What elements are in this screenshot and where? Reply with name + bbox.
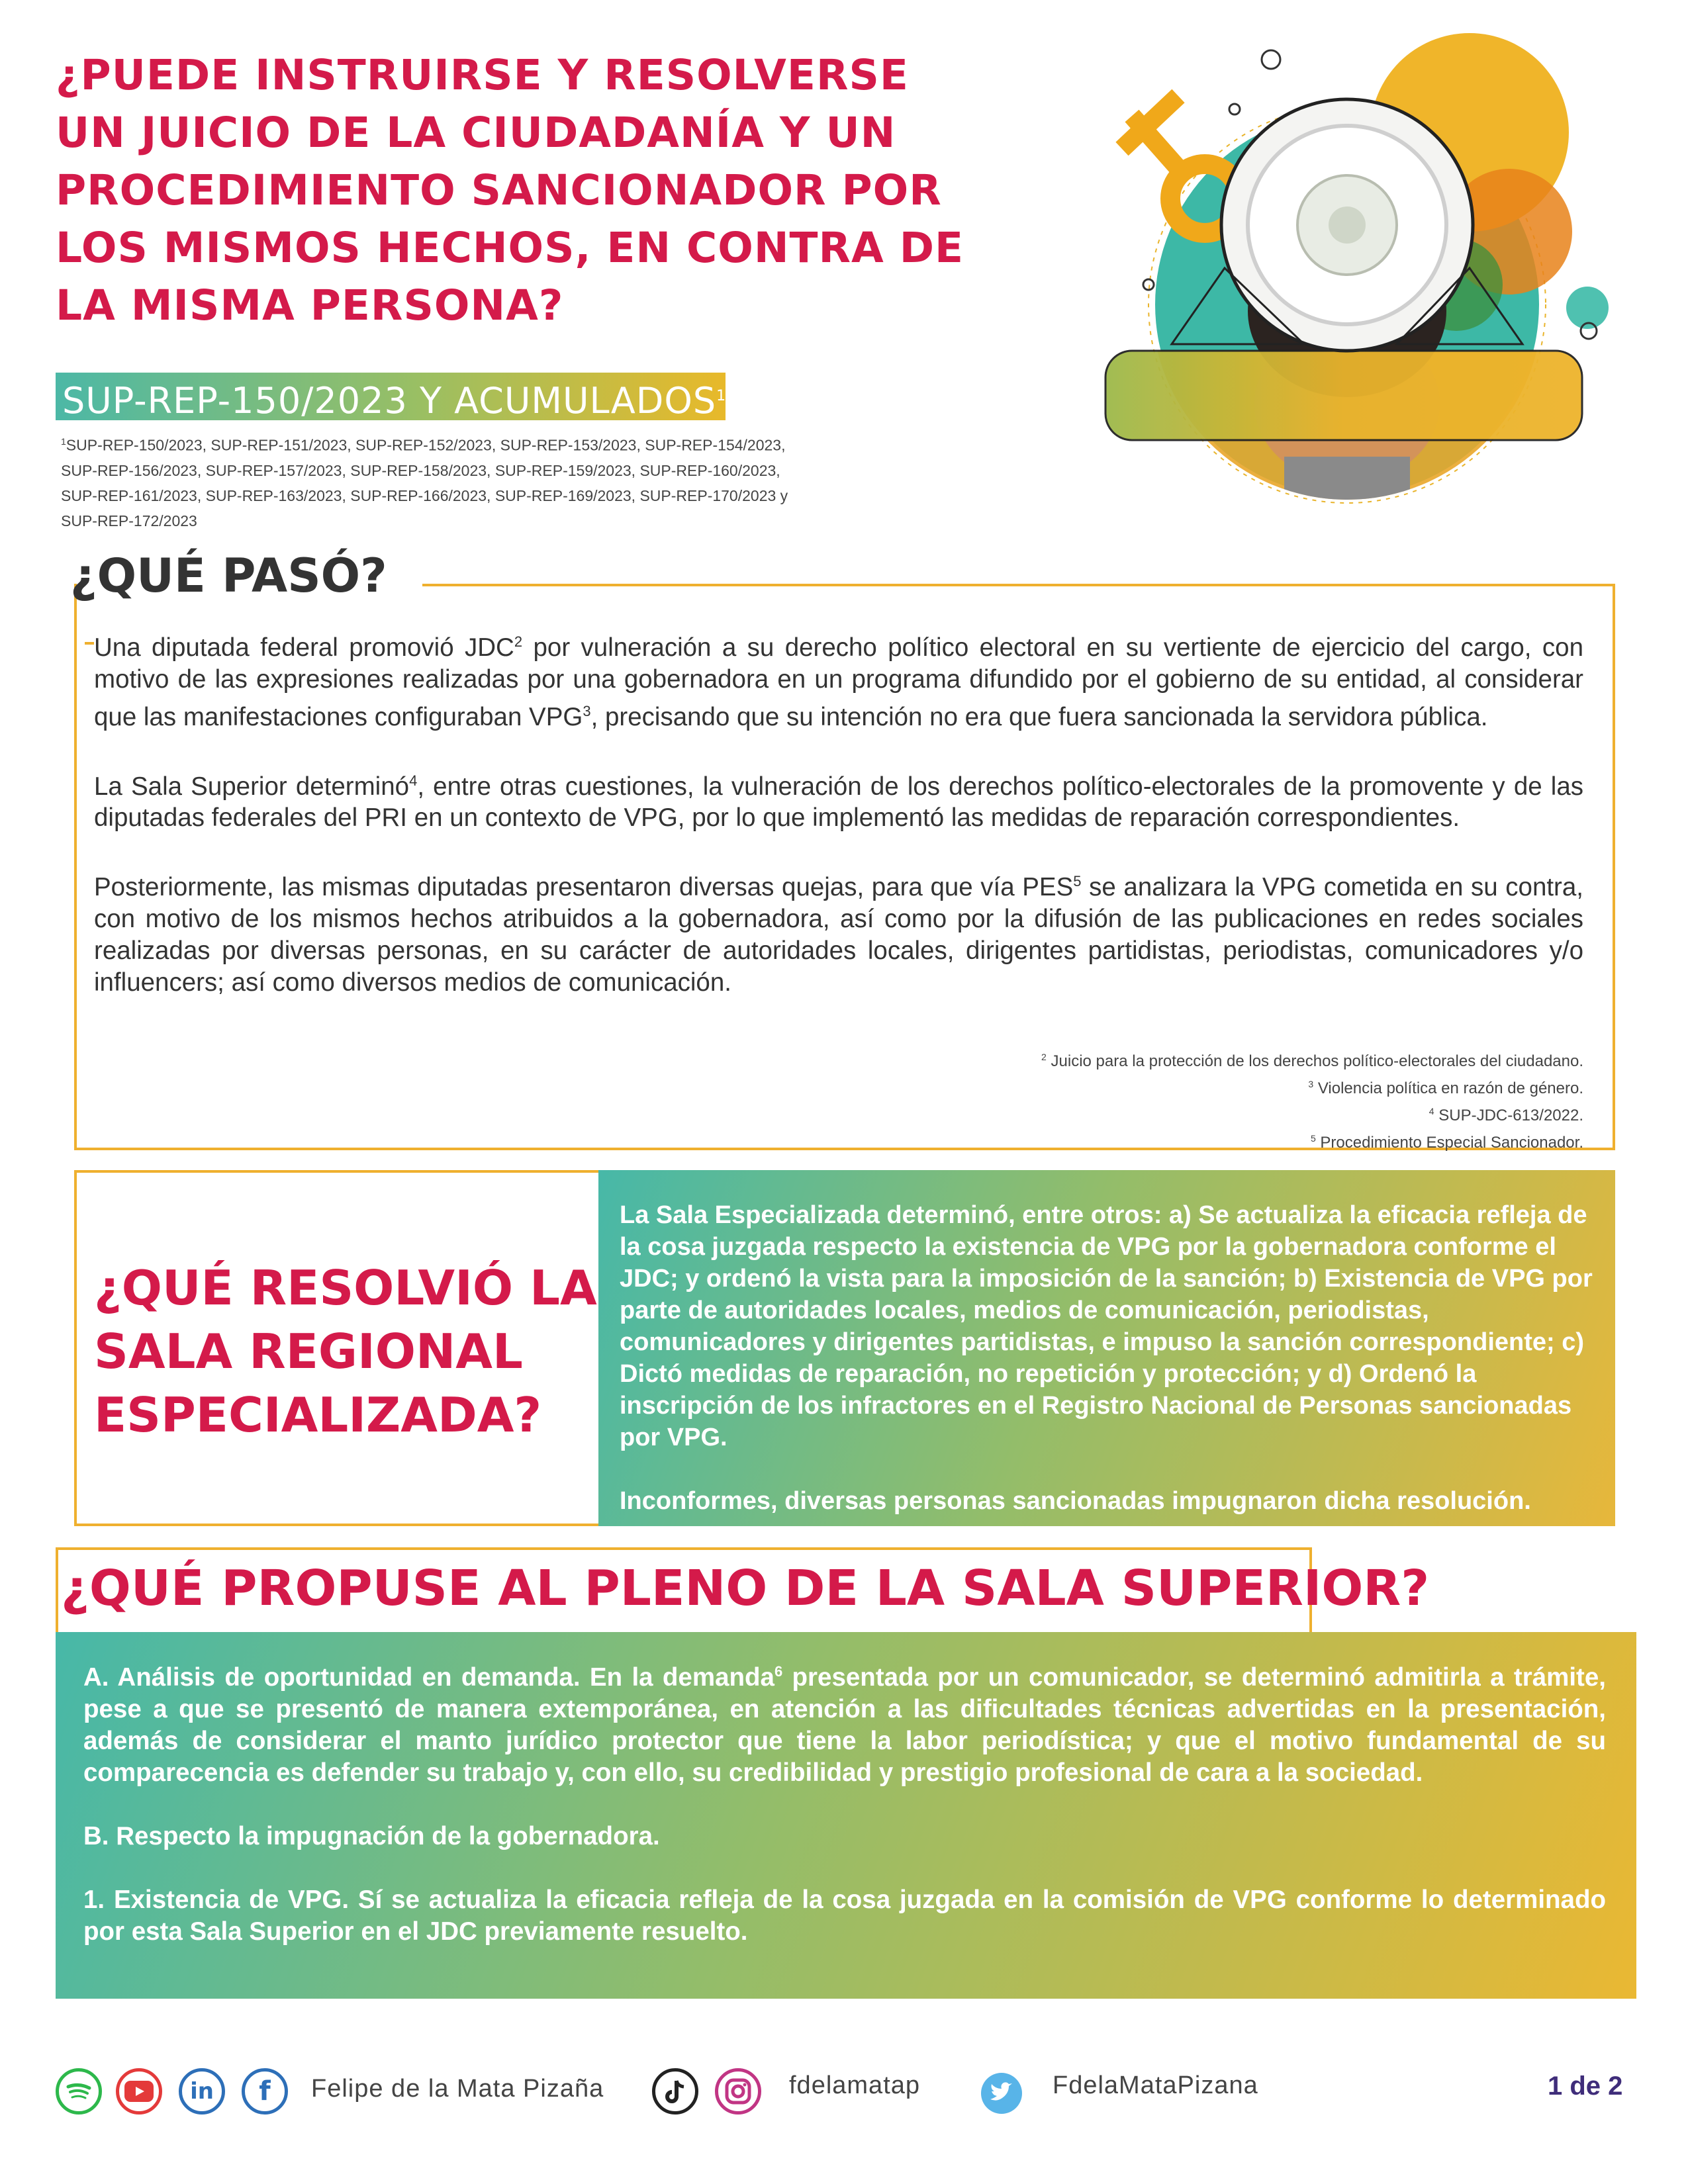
youtube-icon[interactable] bbox=[116, 2068, 162, 2115]
que-paso-divider bbox=[422, 584, 1615, 586]
text-run: A. Análisis de oportunidad en demanda. En la demanda bbox=[83, 1662, 774, 1692]
footnote-mark: 6 bbox=[774, 1663, 783, 1680]
resolvio-paragraph: La Sala Especializada determinó, entre otros: a) Se actualiza la eficacia refleja de la cosa juzgada respecto la existencia de VPG por la gobernadora conforme el JDC; y ordenó la vista para la imposición de la sanción; b) Existencia de VPG por parte de autoridades locales, medios de comunicación, periodistas, comunicadores y dirigentes partidistas, e impuso la sanción correspondiente; c) Dictó medidas de reparación, no repetición y protección; y d) Ordenó la inscripción de los infractores en el Registro Nacional de Personas sancionadas por VPG. bbox=[620, 1201, 1593, 1451]
text-run: , precisando que su intención no era que fuera sancionada la servidora pública. bbox=[590, 702, 1488, 731]
footnote bbox=[728, 1046, 1583, 1073]
propuse-paragraph: B. Respecto la impugnación de la gobernadora. bbox=[83, 1821, 660, 1850]
resolvio-body bbox=[620, 1199, 1606, 1549]
que-paso-title: ¿QUÉ PASÓ? bbox=[70, 549, 387, 603]
case-number-banner bbox=[56, 373, 726, 420]
footnote-mark: 3 bbox=[583, 702, 591, 719]
spotify-icon[interactable] bbox=[56, 2068, 102, 2115]
que-paso-paragraph bbox=[94, 866, 1583, 999]
linkedin-icon[interactable]: in bbox=[179, 2068, 225, 2115]
footnote-mark: 2 bbox=[1041, 1052, 1047, 1062]
propuse-paragraph bbox=[83, 1656, 1606, 1789]
instagram-icon[interactable] bbox=[715, 2068, 761, 2115]
page-title: ¿PUEDE INSTRUIRSE Y RESOLVERSE UN JUICIO DE LA CIUDADANÍA Y UN PROCEDIMIENTO SANCIONADOR POR LOS MISMOS HECHOS, EN CONTRA DE LA MISMA PERSONA? bbox=[56, 51, 964, 330]
propuse-paragraph: 1. Existencia de VPG. Sí se actualiza la eficacia refleja de la cosa juzgada en la comisión de VPG conforme lo determinado por esta Sala Superior en el JDC previamente resuelto. bbox=[83, 1885, 1606, 1946]
text-run: Posteriormente, las mismas diputadas presentaron diversas quejas, para que vía PES bbox=[94, 873, 1074, 902]
propuse-body bbox=[83, 1656, 1606, 1979]
facebook-icon[interactable]: f bbox=[242, 2068, 288, 2115]
footnote-mark: 4 bbox=[1429, 1106, 1434, 1116]
twitter-icon[interactable] bbox=[980, 2071, 1023, 2115]
text-run: La Sala Superior determinó bbox=[94, 772, 410, 801]
text-run: presentada por un comunicador, se determinó admitirla a trámite, pese a que se presentó de manera extemporánea, en atención a las dificultades técnicas advertidas en la presentación, además de considerar el manto jurídico protector que tiene la labor periodística; y que el motivo fundamental de su comparecencia es defender su trabajo y, con ello, su credibilidad y prestigio profesional de cara a la sociedad. bbox=[83, 1662, 1606, 1787]
footnote-text: Juicio para la protección de los derechos político-electorales del ciudadano. bbox=[1051, 1052, 1583, 1070]
page-number: 1 de 2 bbox=[1548, 2071, 1623, 2101]
megaphone-woman-illustration bbox=[1086, 33, 1628, 523]
text-run: se analizara la VPG cometida en su contra, con motivo de los mismos hechos atribuidos a la gobernadora, así como por la difusión de las publicaciones en redes sociales realizadas por diversas personas, en su carácter de autoridades locales, dirigentes partidistas, periodistas, comunicadores y/o influencers; así como diversos medios de comunicación. bbox=[94, 873, 1583, 997]
footnote-mark: 2 bbox=[514, 633, 523, 650]
case-number: SUP-REP-150/2023 Y ACUMULADOS bbox=[62, 380, 717, 422]
case-footnote-mark: 1 bbox=[716, 388, 727, 404]
tiktok-icon[interactable] bbox=[652, 2068, 698, 2115]
tiktok-instagram-handle[interactable]: fdelamatap bbox=[789, 2071, 921, 2099]
accumulated-cases-note bbox=[61, 429, 802, 533]
footnote-mark: 5 bbox=[1310, 1133, 1316, 1144]
resolvio-title: ¿QUÉ RESOLVIÓ LA SALA REGIONAL ESPECIALIZADA? bbox=[94, 1260, 597, 1443]
footer-name: Felipe de la Mata Pizaña bbox=[311, 2075, 604, 2103]
twitter-handle[interactable]: FdelaMataPizana bbox=[1053, 2071, 1258, 2099]
que-paso-paragraph bbox=[94, 765, 1583, 835]
footnote-text: SUP-JDC-613/2022. bbox=[1438, 1107, 1583, 1124]
footnote bbox=[728, 1100, 1583, 1127]
que-paso-body bbox=[94, 626, 1583, 1030]
footnote-mark: 4 bbox=[409, 772, 418, 789]
que-paso-tick bbox=[85, 642, 94, 645]
footnote-mark: 5 bbox=[1073, 873, 1082, 890]
resolvio-paragraph: Inconformes, diversas personas sancionadas impugnaron dicha resolución. bbox=[620, 1487, 1531, 1515]
footnotes bbox=[728, 1046, 1583, 1154]
text-run: , entre otras cuestiones, la vulneración de los derechos político-electorales de la promovente y de las diputadas federales del PRI en un contexto de VPG, por lo que implementó las medidas de reparación correspondientes. bbox=[94, 772, 1584, 833]
text-run: por vulneración a su derecho político electoral en su vertiente de ejercicio del cargo, con motivo de las expresiones realizadas por una gobernadora en un programa difundido por el gobierno de su entidad, al considerar que las manifestaciones configuraban VPG bbox=[94, 633, 1583, 731]
text-run: Una diputada federal promovió JDC bbox=[94, 633, 514, 662]
accumulated-mark: 1 bbox=[61, 436, 66, 447]
footnote bbox=[728, 1127, 1583, 1154]
propuse-title: ¿QUÉ PROPUSE AL PLENO DE LA SALA SUPERIOR? bbox=[61, 1560, 1430, 1617]
footnote-text: Violencia política en razón de género. bbox=[1317, 1079, 1583, 1097]
footnote-text: Procedimiento Especial Sancionador. bbox=[1320, 1134, 1583, 1152]
shadow-bar-shape bbox=[1105, 351, 1582, 440]
megaphone-icon bbox=[1221, 99, 1473, 351]
footnote-mark: 3 bbox=[1308, 1079, 1314, 1089]
accumulated-cases: SUP-REP-150/2023, SUP-REP-151/2023, SUP-REP-152/2023, SUP-REP-153/2023, SUP-REP-154/2023, SUP-REP-156/2023, SUP-REP-157/2023, SUP-REP-158/2023, SUP-REP-159/2023, SUP-REP-160/2023, SUP-REP-161/2023, SUP-REP-163/2023, SUP-REP-166/2023, SUP-REP-169/2023, SUP-REP-170/2023 y SUP-REP-172/2023 bbox=[61, 436, 788, 529]
footnote bbox=[728, 1073, 1583, 1100]
que-paso-paragraph bbox=[94, 626, 1583, 733]
